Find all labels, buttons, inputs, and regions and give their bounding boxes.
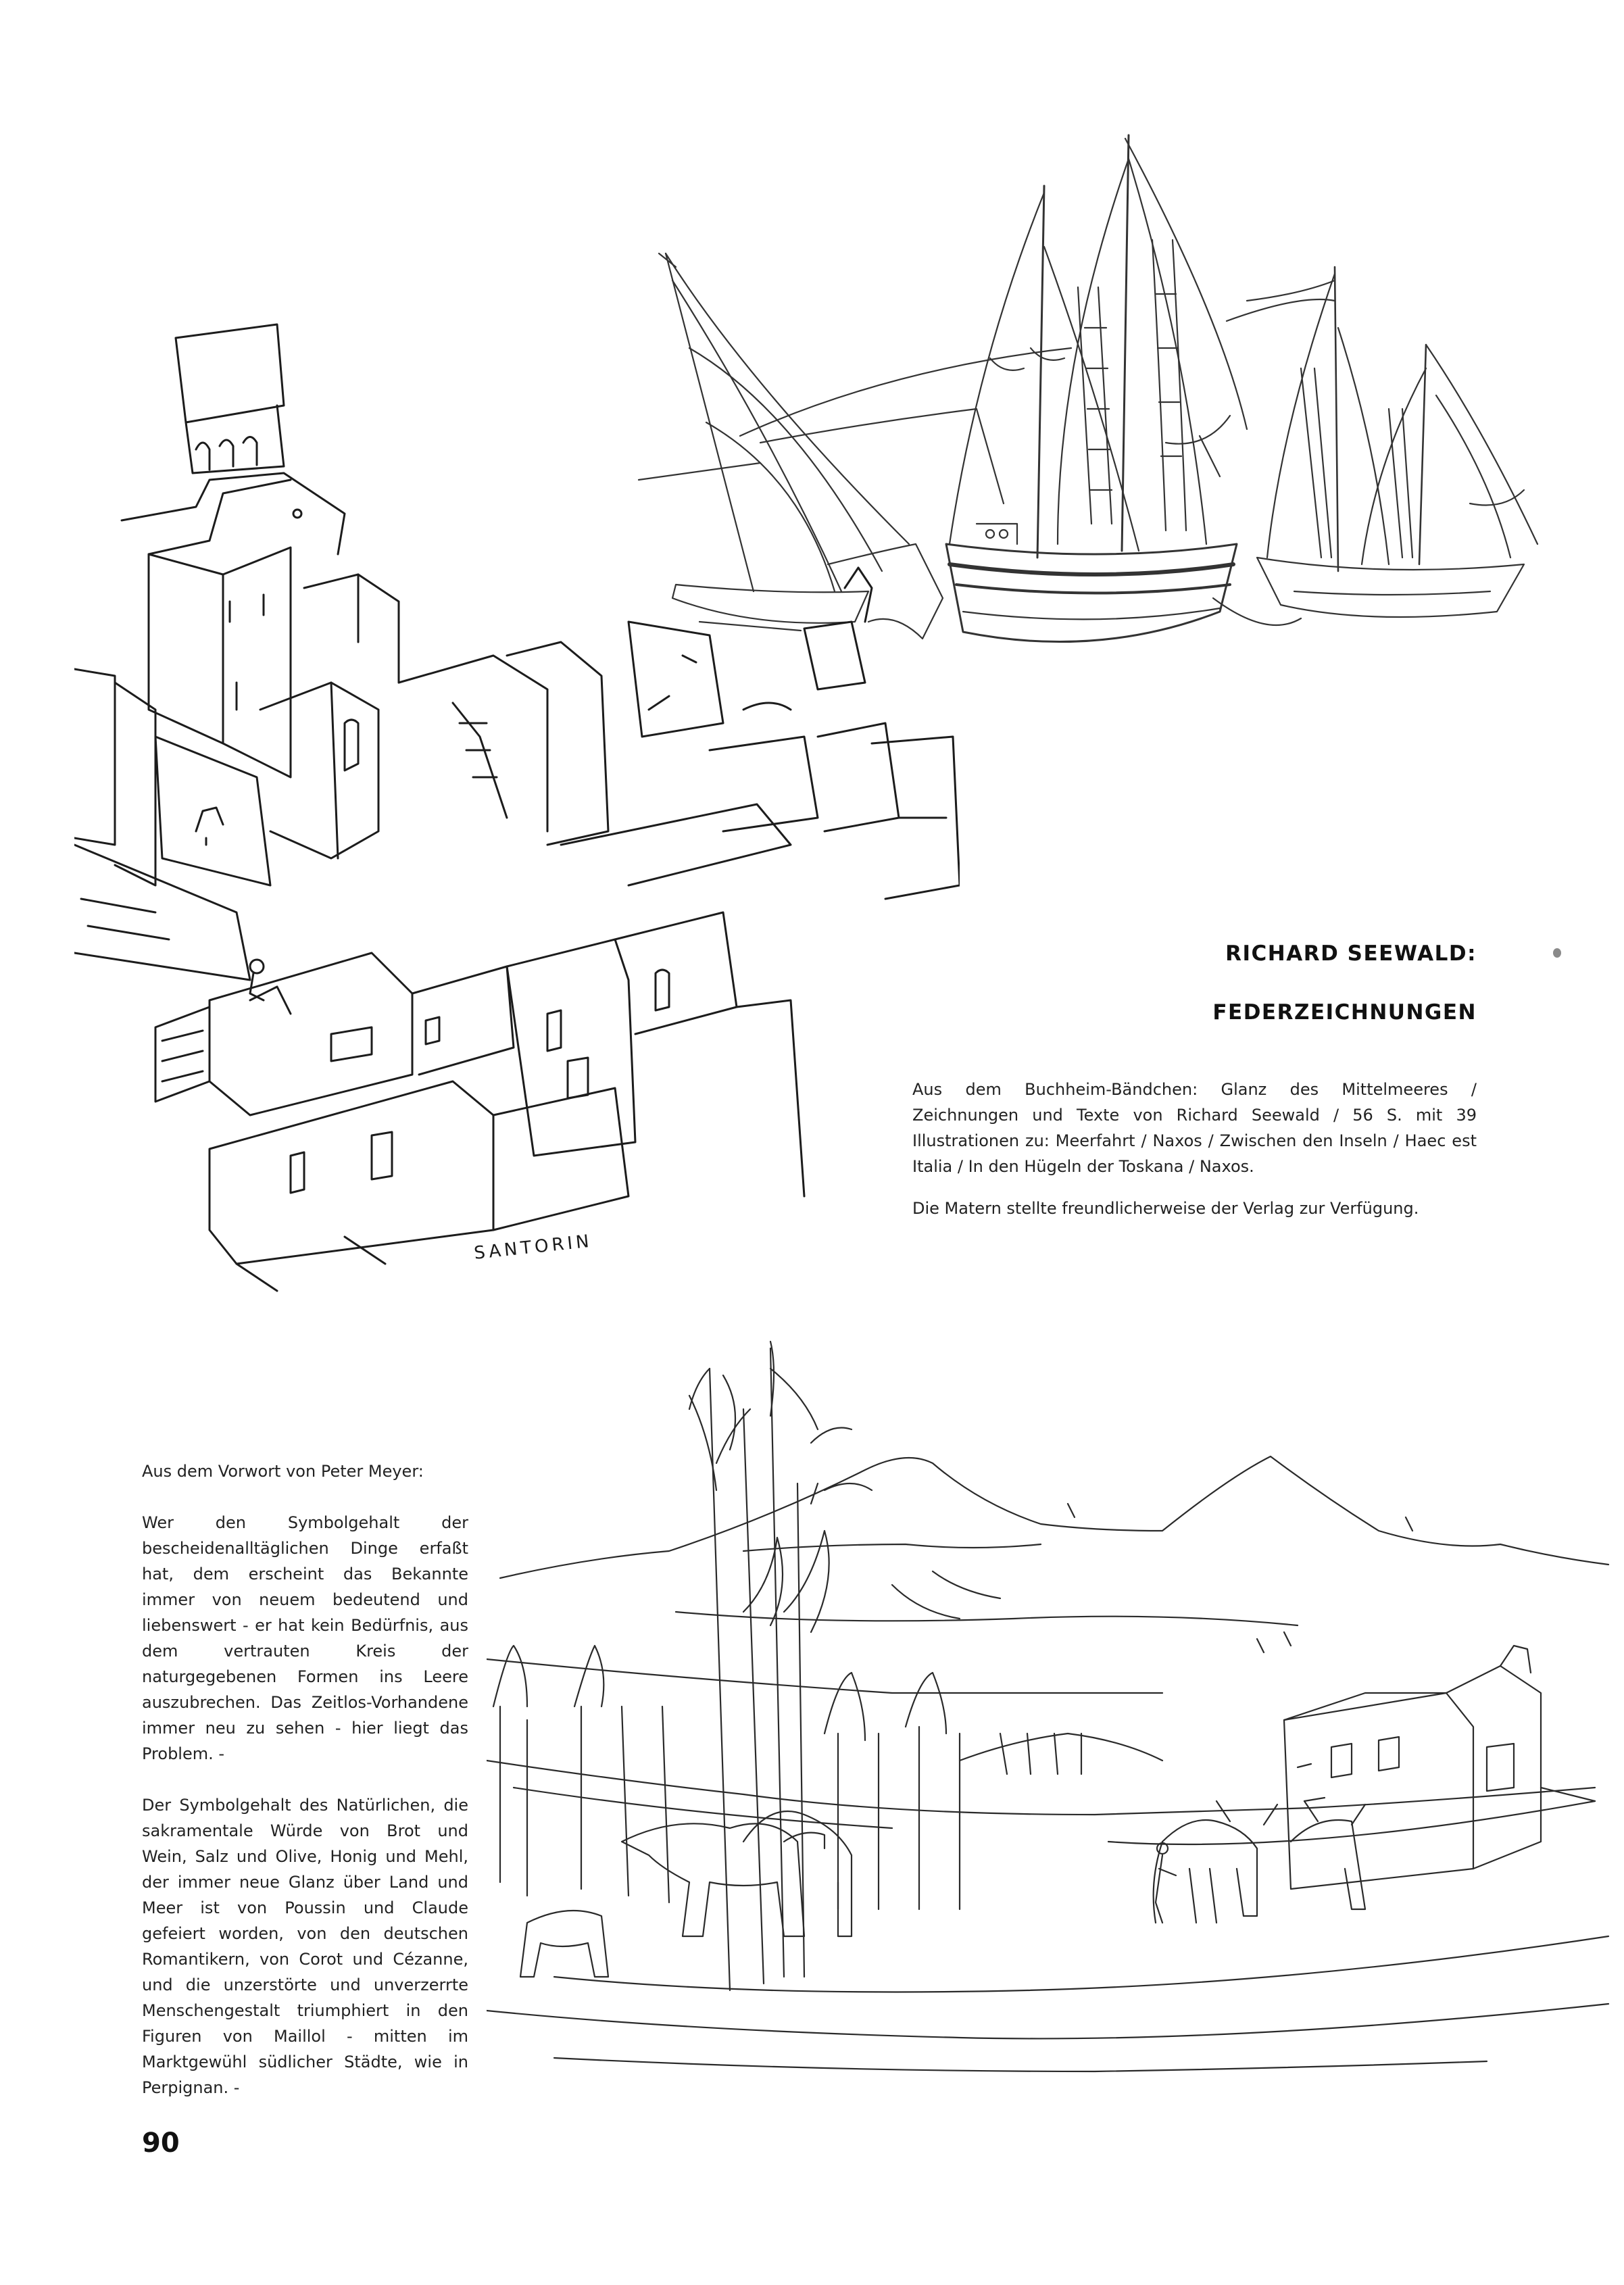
- preface-text-block: [142, 1458, 468, 2126]
- intro-paragraph: Die Matern stellte freundlicherweise der Verlag zur Verfügung.: [912, 1199, 1419, 1218]
- intro-paragraph: Aus dem Buchheim-Bändchen: Glanz des Mittelmeeres / Zeichnungen und Texte von Richard Seewald / 56 S. mit 39 Illustrationen zu: Meerfahrt / Naxos / Zwischen den Inseln / Haec est Italia / In den Hügeln der Toskana / Naxos.: [912, 1080, 1477, 1176]
- santorin-village-illustration: [74, 304, 960, 1318]
- farm-landscape-icon: [487, 1328, 1622, 2085]
- farm-landscape-illustration: [487, 1328, 1622, 2085]
- margin-ink-dot: [1553, 948, 1561, 958]
- preface-title: Aus dem Vorwort von Peter Meyer:: [142, 1462, 424, 1481]
- article-subtitle-heading: FEDERZEICHNUNGEN: [1212, 1000, 1477, 1025]
- preface-paragraph: Wer den Symbolgehalt der bescheidenalltäglichen Dinge erfaßt hat, dem erscheint das Bekannte immer von neuem bedeutend und liebenswert - er hat kein Bedürfnis, aus dem vertrauten Kreis der naturgegebenen Formen ins Leere auszubrechen. Das Zeitlos-Vorhandene immer neu zu sehen - hier liegt das Problem. -: [142, 1513, 468, 1763]
- santorin-caption: SANTORIN: [473, 1231, 593, 1264]
- article-author-heading: RICHARD SEEWALD:: [1225, 941, 1477, 966]
- intro-text-block: [912, 1077, 1477, 1237]
- page-number: 90: [142, 2128, 180, 2159]
- santorin-village-icon: [74, 304, 960, 1318]
- preface-paragraph: Der Symbolgehalt des Natürlichen, die sakramentale Würde von Brot und Wein, Salz und Olive, Honig und Mehl, der immer neue Glanz über Land und Meer ist von Poussin und Claude gefeiert worden, von den deutschen Romantikern, von Corot und Cézanne, und die unzerstörte und unverzerrte Menschengestalt triumphiert in den Figuren von Maillol - mitten im Marktgewühl südlicher Städte, wie in Perpignan. -: [142, 1796, 468, 2097]
